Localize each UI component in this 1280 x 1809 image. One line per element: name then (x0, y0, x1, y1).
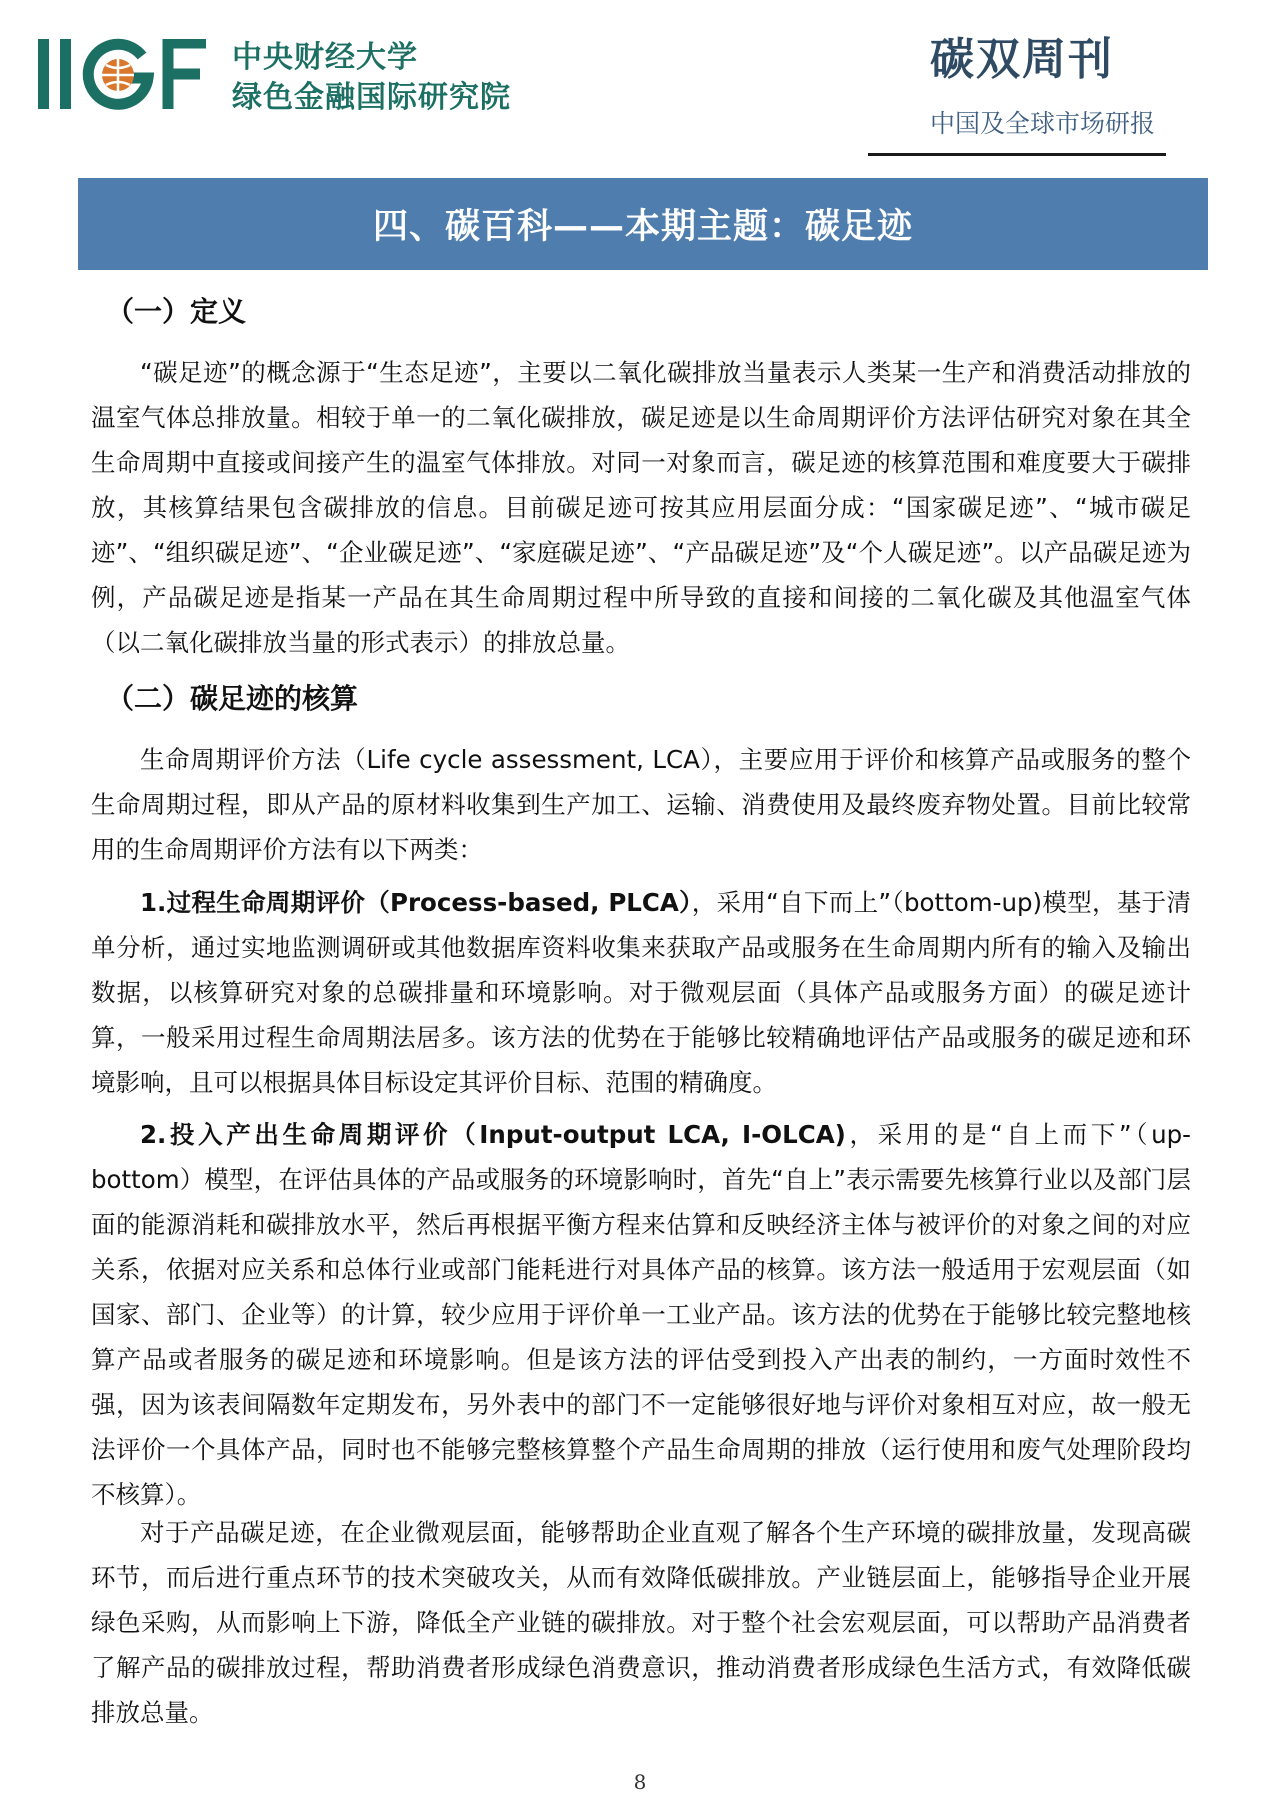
section-banner (78, 178, 1208, 270)
method2-text: ，采用的是“自上而下”（up-bottom）模型，在评估具体的产品或服务的环境影响时，首先“自上”表示需要先核算行业以及部门层面的能源消耗和碳排放水平，然后再根据平衡方程来估算和反映经济主体与被评价的对象之间的对应关系，依据对应关系和总体行业或部门能耗进行对具体产品的核算。该方法一般适用于宏观层面（如国家、部门、企业等）的计算，较少应用于评价单一工业产品。该方法的优势在于能够比较完整地核算产品或者服务的碳足迹和环境影响。但是该方法的评估受到投入产出表的制约，一方面时效性不强，因为该表间隔数年定期发布，另外表中的部门不一定能够很好地与评价对象相互对应，故一般无法评价一个具体产品，同时也不能够完整核算整个产品生命周期的排放（运行使用和废气处理阶段均不核算）。 (91, 1120, 1191, 1509)
method1-title: 1.过程生命周期评价（Process-based, PLCA） (140, 888, 692, 917)
page-number: 8 (633, 1770, 647, 1794)
institution-line-2: 绿色金融国际研究院 (232, 80, 511, 115)
header-divider (868, 153, 1166, 156)
logo-bar-2 (60, 39, 71, 109)
section-heading-accounting: （二）碳足迹的核算 (106, 682, 359, 715)
method1-paragraph (91, 880, 1191, 1105)
logo-bar-1 (38, 39, 49, 109)
method2-paragraph (91, 1112, 1191, 1517)
section-heading-definition: （一）定义 (106, 295, 247, 328)
banner-title: 四、碳百科——本期主题：碳足迹 (372, 207, 913, 247)
page-header (0, 0, 1280, 170)
publication-subtitle: 中国及全球市场研报 (930, 109, 1156, 138)
logo-globe-g-icon (82, 38, 154, 110)
institution-line-1: 中央财经大学 (232, 40, 418, 75)
conclusion-paragraph: 对于产品碳足迹，在企业微观层面，能够帮助企业直观了解各个生产环境的碳排放量，发现高碳环节，而后进行重点环节的技术突破攻关，从而有效降低碳排放。产业链层面上，能够指导企业开展绿色采购，从而影响上下游，降低全产业链的碳排放。对于整个社会宏观层面，可以帮助产品消费者了解产品的碳排放过程，帮助消费者形成绿色消费意识，推动消费者形成绿色生活方式，有效降低碳排放总量。 (91, 1518, 1191, 1727)
lca-intro-paragraph: 生命周期评价方法（Life cycle assessment, LCA），主要应用于评价和核算产品或服务的整个生命周期过程，即从产品的原材料收集到生产加工、运输、消费使用及最终废弃物处置。目前比较常用的生命周期评价方法有以下两类： (91, 745, 1191, 864)
method2-title: 2.投入产出生命周期评价（Input-output LCA, I-OLCA) (140, 1120, 846, 1149)
definition-paragraph: “碳足迹”的概念源于“生态足迹”，主要以二氧化碳排放当量表示人类某一生产和消费活动排放的温室气体总排放量。相较于单一的二氧化碳排放，碳足迹是以生命周期评价方法评估研究对象在其全生命周期中直接或间接产生的温室气体排放。对同一对象而言，碳足迹的核算范围和难度要大于碳排放，其核算结果包含碳排放的信息。目前碳足迹可按其应用层面分成：“国家碳足迹”、“城市碳足迹”、“组织碳足迹”、“企业碳足迹”、“家庭碳足迹”、“产品碳足迹”及“个人碳足迹”。以产品碳足迹为例，产品碳足迹是指某一产品在其生命周期过程中所导致的直接和间接的二氧化碳及其他温室气体（以二氧化碳排放当量的形式表示）的排放总量。 (91, 358, 1191, 657)
logo-f-letter (162, 39, 208, 109)
publication-title: 碳双周刊 (930, 34, 1114, 85)
method1-text: ，采用“自下而上”（bottom-up)模型，基于清单分析，通过实地监测调研或其他数据库资料收集来获取产品或服务在生命周期内所有的输入及输出数据，以核算研究对象的总碳排量和环境影响。对于微观层面（具体产品或服务方面）的碳足迹计算，一般采用过程生命周期法居多。该方法的优势在于能够比较精确地评估产品或服务的碳足迹和环境影响，且可以根据具体目标设定其评价目标、范围的精确度。 (91, 888, 1191, 1097)
publication-block (896, 30, 1166, 144)
iigf-logo (38, 38, 208, 112)
institution-name (232, 38, 511, 118)
